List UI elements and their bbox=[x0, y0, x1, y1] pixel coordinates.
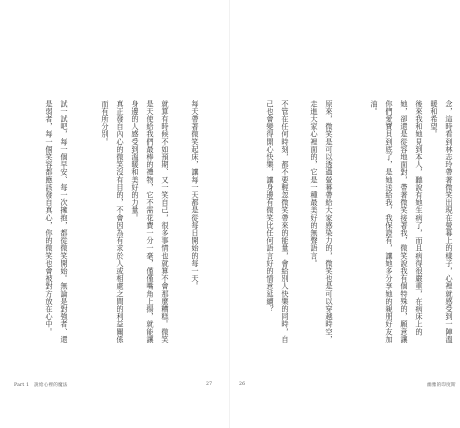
left-paragraph-3: 真正發自內心的微笑沒有目的，不會因為有求於人或相處之間的利益關係而有所分別。 bbox=[101, 100, 125, 344]
left-paragraph-1: 每天帶著微笑起床，讓每一天都是從每日開始的每一天。 bbox=[191, 100, 200, 290]
right-page-number: 26 bbox=[239, 382, 246, 387]
right-paragraph-2: 後來我和她見到本人，聽說有她生病了，而且病得很嚴重，在病床上的她，卻還是從容地面對，帶著微笑接著我，微笑說我有個特殊的，願意讓你們愛寶貝到底了，是她送給我，我保證有，讓她多分享她的親朋好友加油。 bbox=[370, 100, 424, 344]
right-paragraph-3: 原來，微笑是可以透過螢幕帶給大家感染力的，微笑也是可以穿越時空，走進大家心裡面的，它是一種最美好的無聲語言。 bbox=[310, 100, 334, 344]
left-paragraph-4: 試一試吧，每一個早安、每一次擁抱，都從微笑開始。無論是對強者、還是弱者，每一個笑容都應該發自真心，你的微笑也會被對方放在心中。 bbox=[45, 100, 69, 344]
right-paragraph-4: 不管在任何時刻，都不要輕忽微笑帶來的能量，會給別人快樂的同時，自己也會變得開心快樂，讓身邊有微笑比任何語言好的情意延續？ bbox=[266, 100, 290, 344]
right-page bbox=[231, 0, 460, 428]
chapter-label: Part 1 說給心裡的魔法 bbox=[14, 383, 68, 388]
left-paragraph-2: 就算有時候不如預期、又一笑自己，很多事情也就算不會那麼糟糕。微笑是天使給我們最棒的禮物，它不需花費一分一毫，僅僅嘴角上揚，就能讓身邊的人感受到溫暖和美好的力量。 bbox=[131, 100, 170, 344]
right-paragraph-1: 念，這時看到林志玲帶著微笑出現在螢幕上的樣子，心裡就感受到一陣溫暖和希望。 bbox=[430, 100, 454, 344]
left-page-number: 27 bbox=[206, 382, 213, 387]
book-title: 幽雅的印度斯 bbox=[427, 383, 456, 388]
left-page bbox=[0, 0, 229, 428]
page-gutter bbox=[229, 0, 230, 428]
